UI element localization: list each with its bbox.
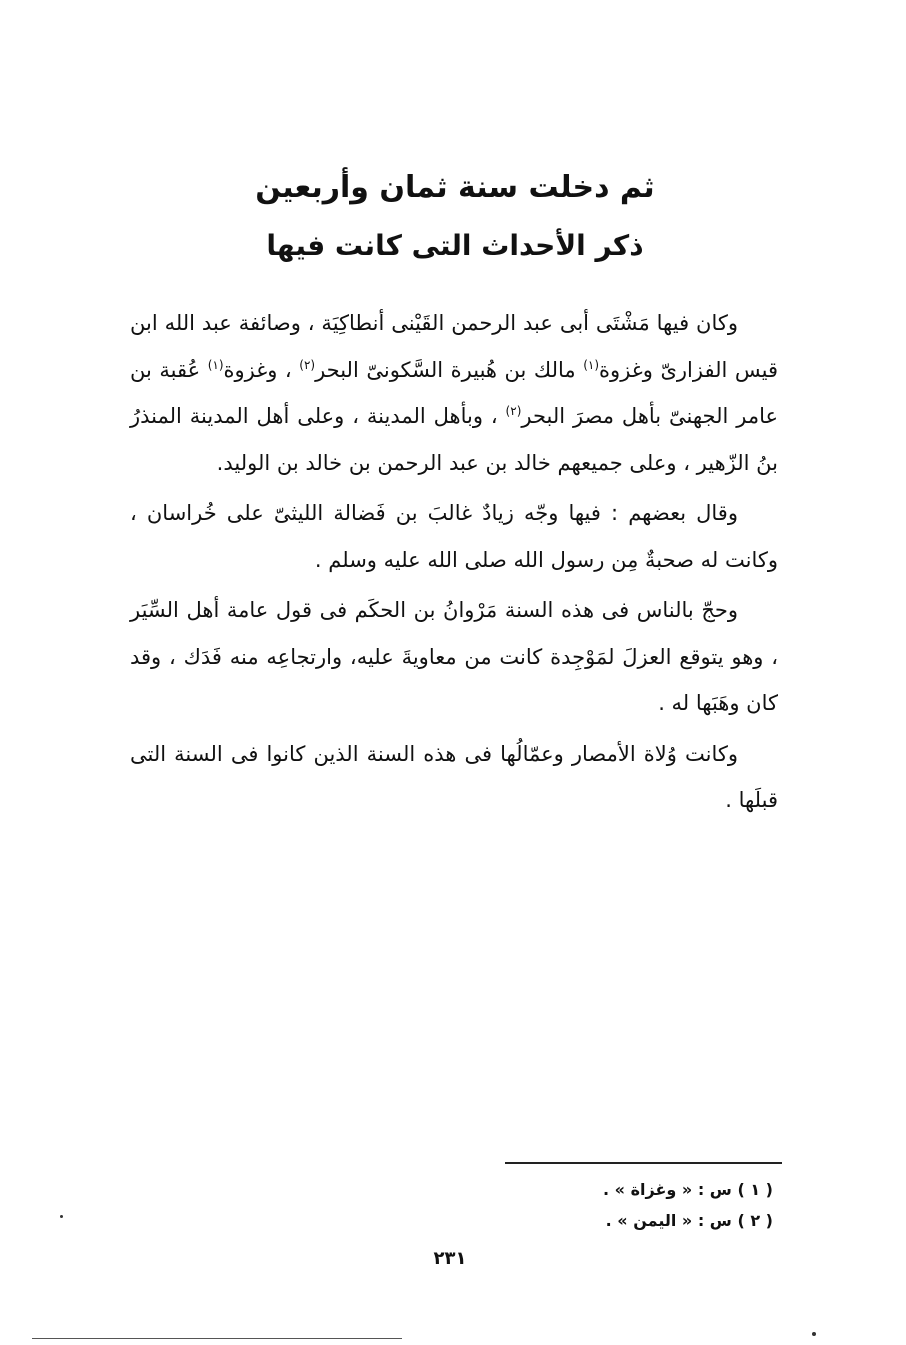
footnote-divider (505, 1162, 782, 1164)
footnote-ref: (١) (583, 357, 600, 372)
paragraph-2: وقال بعضهم : فيها وجّه زيادٌ غالبَ بن فَضالة الليثىّ على خُراسان ، وكانت له صحبةٌ مِن رسول الله صلى الله عليه وسلم . (130, 501, 778, 572)
footnote-1 (505, 1174, 773, 1205)
paragraph-1 (130, 300, 778, 486)
paragraph-1-part-3: ، وغزوة (223, 357, 300, 382)
paragraph-1-part-5: ، وبأهل المدينة ، وعلى أهل المدينة المنذرُ بنُ الزّهير ، وعلى جميعهم خالد بن عبد الرحمن بن خالد بن الوليد. (130, 404, 778, 475)
page-number: ٢٣١ (433, 1248, 467, 1269)
footnote-ref: (١) (207, 357, 224, 372)
paragraph-1-part-1: وكان فيها مَشْتَى أبى عبد الرحمن القَيْنى أنطاكِيَة ، وصائفة عبد الله ابن قيس الفزارىّ وغزوة (130, 311, 779, 382)
scan-speck (812, 1332, 816, 1336)
footnote-ref: (٢) (505, 404, 522, 418)
footnote-2 (505, 1205, 773, 1236)
paragraph-4: وكانت وُلاة الأمصار وعمّالُها فى هذه السنة الذين كانوا فى السنة التى قبلَها . (130, 741, 778, 812)
scan-edge-line (32, 1338, 402, 1339)
chapter-subtitle: ذكر الأحداث التى كانت فيها (266, 229, 644, 262)
footnote-marker: ( ٢ ) (737, 1211, 773, 1230)
footnote-text: س : « اليمن » . (605, 1211, 732, 1230)
scan-speck (60, 1215, 63, 1218)
main-text (130, 300, 778, 828)
footnote-marker: ( ١ ) (737, 1180, 773, 1199)
paragraph-3: وحجّ بالناس فى هذه السنة مَرْوانُ بن الحكَم فى قول عامة أهل السِّيَر ، وهو يتوقع العزلَ لمَوْجِدة كانت من معاويةَ عليه، وارتجاعِه منه فَدَك ، وقد كان وهَبَها له . (130, 598, 778, 715)
footnote-ref: (٢) (299, 357, 316, 372)
chapter-title: ثم دخلت سنة ثمان وأربعين (255, 170, 655, 205)
footnote-text: س : « وغزاة » . (603, 1180, 732, 1199)
footnotes (505, 1174, 773, 1236)
paragraph-1-part-4: عُقبة بن عامر الجهنىّ بأهل مصرَ البحر (130, 357, 778, 428)
paragraph-1-part-2: مالك بن هُبيرة السَّكونىّ البحر (315, 357, 584, 382)
